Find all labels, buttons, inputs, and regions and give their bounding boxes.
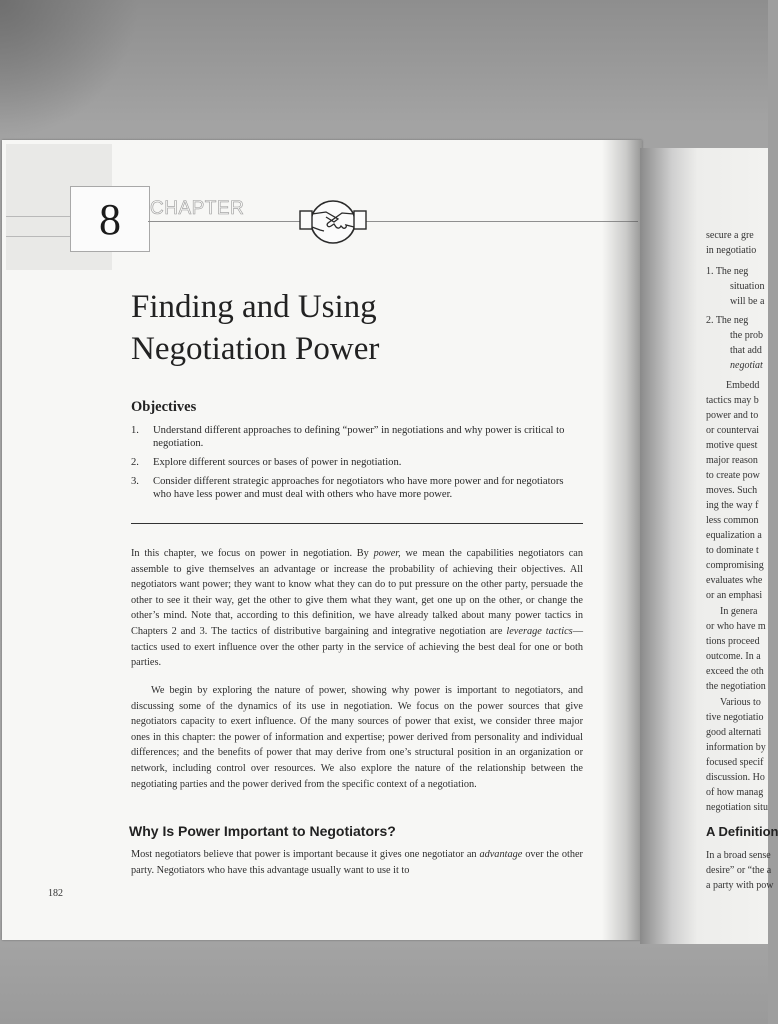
right-page-line: In a broad sense bbox=[706, 850, 771, 861]
objective-text: Explore different sources or bases of power in negotiation. bbox=[153, 457, 402, 468]
body-paragraph-3 bbox=[131, 847, 583, 878]
body-text: Most negotiators believe that power is important because it gives one negotiator an bbox=[131, 849, 480, 860]
right-page-line: Embedd bbox=[726, 380, 760, 391]
right-page-line: tive negotiatio bbox=[706, 712, 764, 723]
right-page-line: evaluates whe bbox=[706, 575, 763, 586]
right-page-line: In genera bbox=[720, 606, 758, 617]
right-page-line: motive quest bbox=[706, 440, 758, 451]
objective-item bbox=[131, 456, 583, 469]
right-page-line: a party with pow bbox=[706, 880, 774, 891]
title-line-1: Finding and Using bbox=[131, 289, 377, 325]
right-page-line: negotiation situ bbox=[706, 802, 768, 813]
right-page-line: the prob bbox=[730, 330, 764, 341]
right-page bbox=[640, 148, 778, 944]
right-page-line: desire” or “the a bbox=[706, 865, 772, 876]
right-page-line: to dominate t bbox=[706, 545, 759, 556]
right-page-line: focused specif bbox=[706, 757, 764, 768]
left-page bbox=[2, 140, 642, 940]
right-page-line: tions proceed bbox=[706, 636, 760, 647]
objective-number: 2. bbox=[131, 457, 139, 468]
objective-number: 1. bbox=[131, 425, 139, 436]
chapter-label: CHAPTER bbox=[150, 198, 245, 219]
right-page-line: compromising bbox=[706, 560, 764, 571]
right-page-line: or who have m bbox=[706, 621, 766, 632]
right-page-line: 2. The neg bbox=[706, 315, 749, 326]
right-page-line: or countervai bbox=[706, 425, 760, 436]
objectives-divider bbox=[131, 523, 583, 524]
right-page-line: good alternati bbox=[706, 727, 762, 738]
right-page-line: of how manag bbox=[706, 787, 764, 798]
emphasis-advantage: advantage bbox=[479, 849, 523, 860]
right-page-line: secure a gre bbox=[706, 230, 754, 241]
book-gutter-shadow bbox=[602, 140, 642, 940]
chapter-number: 8 bbox=[99, 194, 121, 244]
right-page-line: moves. Such bbox=[706, 485, 758, 496]
objective-text: Understand different approaches to defining “power” in negotiations and why power is critical to negotiation. bbox=[153, 425, 565, 449]
handshake-icon bbox=[298, 197, 368, 247]
right-page-line: less common bbox=[706, 515, 759, 526]
right-page-line: 1. The neg bbox=[706, 266, 749, 277]
right-page-line: will be a bbox=[730, 296, 765, 307]
right-page-line: the negotiation bbox=[706, 681, 766, 692]
right-page-line: power and to bbox=[706, 410, 759, 421]
emphasis-power: power, bbox=[373, 548, 401, 559]
emphasis-leverage-tactics: leverage tactics bbox=[506, 625, 573, 637]
right-page-line: information by bbox=[706, 742, 766, 753]
right-page-line: in negotiatio bbox=[706, 245, 757, 256]
objectives-list bbox=[131, 424, 583, 507]
right-page-line: negotiat bbox=[730, 360, 763, 371]
chapter-rule bbox=[148, 221, 638, 222]
objectives-heading: Objectives bbox=[131, 399, 197, 415]
body-text: —tactics used to exert influence over the other party in the service of achieving the best deal for one or both parties. bbox=[131, 625, 583, 669]
right-page-line: outcome. In a bbox=[706, 651, 761, 662]
right-page-line: equalization a bbox=[706, 530, 762, 541]
body-paragraph-2: We begin by exploring the nature of power, showing why power is important to negotiators, and discussing some of the dynamics of its use in negotiation. We focus on the power sources that give negotiators capacity to exert influence. Of the many sources of power that exist, we consider three major ones in this chapter: the power of information and expertise; power derived from personality and individual differences; and the benefits of power that may derive from one’s structural position in an organization or network, including control over resources. We also explore the nature of the relationship between the negotiating parties and the power derived from the specific context of a negotiation. bbox=[131, 685, 583, 790]
objective-item bbox=[131, 424, 583, 450]
right-page-line: that add bbox=[730, 345, 762, 356]
right-page-line: major reason bbox=[706, 455, 758, 466]
objective-item bbox=[131, 475, 583, 501]
chapter-title bbox=[131, 286, 591, 370]
right-page-line: tactics may b bbox=[706, 395, 759, 406]
title-line-2: Negotiation Power bbox=[131, 331, 380, 367]
body-text: over the other party. Negotiators who have this advantage usually want to use it to bbox=[131, 849, 583, 876]
page-number: 182 bbox=[48, 888, 63, 899]
section-heading: Why Is Power Important to Negotiators? bbox=[129, 823, 396, 839]
right-page-line: exceed the oth bbox=[706, 666, 764, 677]
objective-number: 3. bbox=[131, 476, 139, 487]
body-paragraph-1 bbox=[131, 546, 583, 671]
chapter-number-box bbox=[70, 186, 150, 252]
right-page-heading: A Definition bbox=[706, 824, 778, 839]
right-page-line: ing the way f bbox=[706, 500, 759, 511]
right-page-line: situation bbox=[730, 281, 765, 292]
scanner-shadow bbox=[0, 0, 140, 140]
tab-rule bbox=[6, 236, 70, 237]
objective-text: Consider different strategic approaches for negotiators who have more power and for negotiators who have less power and must deal with others who have more power. bbox=[153, 476, 564, 500]
right-page-line: Various to bbox=[720, 697, 761, 708]
body-text: we mean the capabilities negotiators can assemble to give themselves an advantage or increase the probability of achieving their objectives. All negotiators want power; they want to know what they can do to put pressure on the other party, persuade the other to see it their way, get the other to give them what they want, get one up on the other, or change the other’s mind. Note that, according to this definition, we have already talked about many power tactics in Chapters 2 and 3. The tactics of distributive bargaining and integrative negotiation are bbox=[131, 548, 583, 637]
right-page-line: to create pow bbox=[706, 470, 760, 481]
right-page-line: discussion. Ho bbox=[706, 772, 765, 783]
right-page-line: or an emphasi bbox=[706, 590, 763, 601]
body-text: In this chapter, we focus on power in negotiation. By bbox=[131, 548, 374, 559]
